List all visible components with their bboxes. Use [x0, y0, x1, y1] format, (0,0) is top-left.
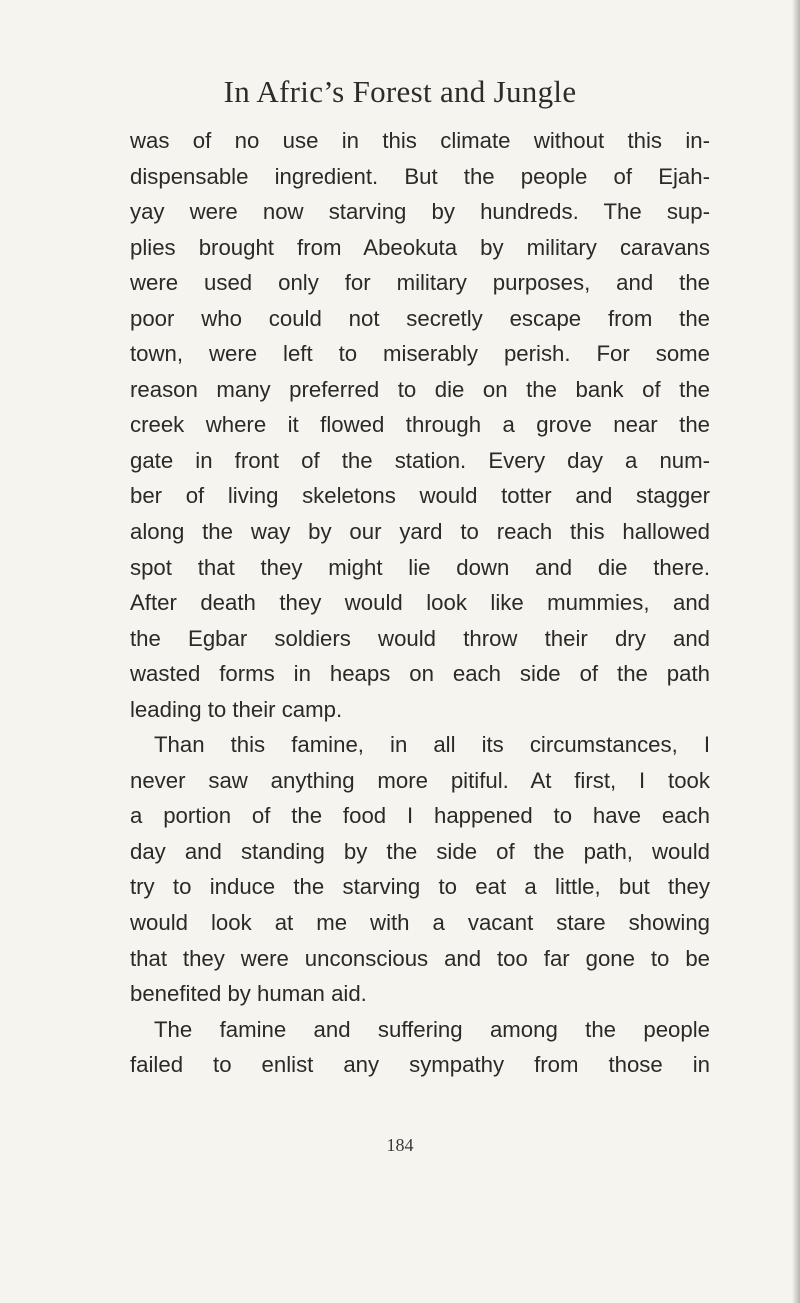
- text-line: never saw anything more pitiful. At first, I took: [130, 767, 710, 793]
- page-edge-shadow: [792, 0, 800, 1303]
- text-line: spot that they might lie down and die there.: [130, 554, 710, 580]
- text-line: gate in front of the station. Every day a num-: [130, 447, 710, 473]
- text-line: day and standing by the side of the path, would: [130, 838, 710, 864]
- text-line: the Egbar soldiers would throw their dry and: [130, 625, 710, 651]
- text-line: reason many preferred to die on the bank of the: [130, 376, 710, 402]
- text-line: Than this famine, in all its circumstances, I: [154, 732, 710, 758]
- text-line: After death they would look like mummies, and: [130, 590, 710, 616]
- page-number: 184: [386, 1135, 414, 1155]
- text-line: were used only for military purposes, and the: [130, 270, 710, 296]
- text-line: wasted forms in heaps on each side of the path: [130, 661, 710, 687]
- text-line: town, were left to miserably perish. For some: [130, 341, 710, 367]
- body-text: [130, 123, 710, 1083]
- text-line: that they were unconscious and too far gone to be: [130, 945, 710, 971]
- text-line: leading to their camp.: [130, 696, 343, 722]
- text-line: ber of living skeletons would totter and stagger: [130, 483, 710, 509]
- text-line: poor who could not secretly escape from the: [130, 305, 710, 331]
- text-line: dispensable ingredient. But the people of Ejah-: [130, 163, 710, 189]
- text-line: benefited by human aid.: [130, 981, 367, 1007]
- text-line: a portion of the food I happened to have each: [130, 803, 710, 829]
- text-line: The famine and suffering among the people: [154, 1016, 710, 1042]
- text-line: creek where it flowed through a grove near the: [130, 412, 710, 438]
- text-line: was of no use in this climate without this in-: [130, 128, 710, 153]
- text-line: plies brought from Abeokuta by military caravans: [130, 234, 710, 260]
- text-line: try to induce the starving to eat a little, but they: [130, 874, 710, 900]
- text-line: would look at me with a vacant stare showing: [130, 910, 710, 936]
- running-head: In Afric’s Forest and Jungle: [223, 74, 577, 109]
- text-line: along the way by our yard to reach this hallowed: [130, 519, 710, 545]
- text-line: failed to enlist any sympathy from those in: [130, 1052, 710, 1078]
- text-line: yay were now starving by hundreds. The sup-: [130, 199, 710, 225]
